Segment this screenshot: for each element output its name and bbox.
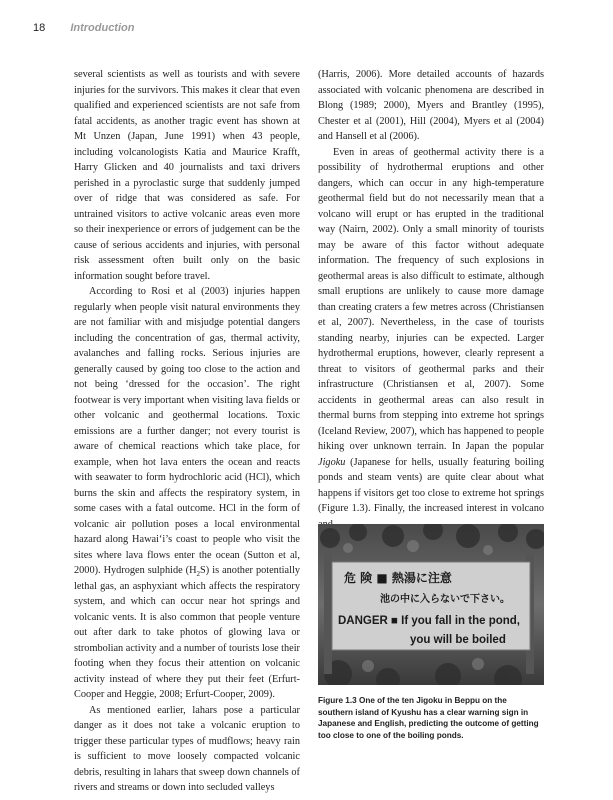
paragraph-text: According to Rosi et al (2003) injuries happen regularly when people visit natural environments they are not familiar with and misjudge potential dangers including the concentration of gas, thermal activity, avalanches and falling rocks. Serious injuries are generally caused by going too close to the action and not being ‘dressed for the occasion’. The right footwear is very important when visiting lava fields or other volcanic and geothermal locations. Toxic emissions are a further danger; not every tourist is aware of chemical reactions which take place, for example, when hot lava enters the ocean and reacts with seawater to form hydrochloric acid (HCl), which burns the skin and affects the respiratory system, in some cases with a fatal outcome. HCl in the form of volcanic air pollution poses a local environmental hazard along Hawai‘i’s coast to people who visit the sites where lava flows enter the ocean (Sutton et al, 2000). Hydrogen sulphide (H — [74, 286, 300, 576]
warning-sign-photo — [318, 524, 544, 685]
paragraph-text: Even in areas of geothermal activity there is a possibility of hydrothermal eruptions and other dangers, which can occur in any high-temperature geothermal field but do not necessarily mean that a volcano will erupt or has erupted in the traditional way (Nairn, 2002). Only a small minority of tourists may be aware of this factor without adequate information. The frequency of such explosions in geothermal areas is also difficult to estimate, although small eruptions are unlikely to cause more damage than creating craters a few metres across (Christiansen et al, 2007). Nevertheless, in the case of tourists standing nearby, injuries can be expected. Larger hydrothermal eruptions, however, clearly represent a threat to visitors of geothermal parks and their infrastructure (Christiansen et al, 2007). Some accidents in geothermal areas can also result in thermal burns from stepping into extreme hot springs (Iceland Review, 2007), which has happened to people hiking over unknown terrain. In Japan the popular — [318, 146, 544, 452]
sign-text-en-2: you will be boiled — [410, 634, 506, 646]
sign-text-jp-1: 危 険 ■ 熱湯に注意 — [344, 571, 452, 585]
paragraph — [318, 145, 544, 533]
page-number: 18 — [33, 22, 46, 34]
italic-term: Jigoku — [318, 456, 346, 468]
paragraph: (Harris, 2006). More detailed accounts of hazards associated with volcanic phenomena are described in Blong (1989; 2000), Myers and Brantley (1995), Chester et al (2001), Hill (2004), Myers et al (2004) and Hansell et al (2006). — [318, 69, 544, 142]
left-column — [74, 67, 300, 796]
section-title: Introduction — [70, 22, 135, 34]
sign-text-jp-2: 池の中に入らないで下さい。 — [380, 594, 510, 605]
sign-text-en-1: DANGER ■ If you fall in the pond, — [338, 615, 520, 627]
paragraph: As mentioned earlier, lahars pose a particular danger as it does not take a volcanic eruption to trigger these particular types of mudflows; heavy rain is sufficient to move loosely compacted volcanic debris, resulting in lahars that sweep down channels of rivers and streams or down into secluded valleys — [74, 704, 300, 793]
figure-caption: Figure 1.3 One of the ten Jigoku in Beppu on the southern island of Kyushu has a clear warning sign in Japanese and English, predicting the outcome of getting too close to one of the boiling ponds. — [318, 696, 539, 740]
paragraph: several scientists as well as tourists and with severe injuries for the survivors. This makes it clear that even qualified and experienced scientists are not safe from fatal accidents, as another tragic event has shown at Mt Unzen (Japan, June 1991) when 43 people, including volcanologists Katia and Maurice Krafft, Harry Glicken and 40 journalists and taxi drivers perished in a pyroclastic surge that suddenly jumped over of ridge that was considered as safe. For untrained visitors to active volcanic areas even more so their inexperience or errors of judgement can be the cause of serious accidents and injuries, with personal risk assessment often built only on the basic information sought before travel. — [74, 69, 300, 282]
paragraph — [74, 284, 300, 703]
paragraph-text: (Japanese for hells, usually featuring boiling ponds and steam vents) are quite clear about what happens if visitors get too close to extreme hot springs (Figure 1.3). Finally, the increased interest in volcano — [318, 456, 544, 514]
running-header — [33, 22, 134, 35]
figure-1-3 — [318, 524, 544, 741]
right-column — [318, 67, 544, 532]
paragraph-text: S) is another potentially lethal gas, an asphyxiant which affects the respiratory system, and which can occur near hot springs and volcanic vents. It is also common that people venture out after dark to take photos of glowing lava or strombolian activity and a number of tourists lose their footing when they focus their attention on volcanic activity instead of where they put their feet (Erfurt-Cooper and Heggie, 2008; Erfurt-Cooper, 2009). — [74, 565, 300, 700]
subscript: 2 — [196, 570, 201, 579]
